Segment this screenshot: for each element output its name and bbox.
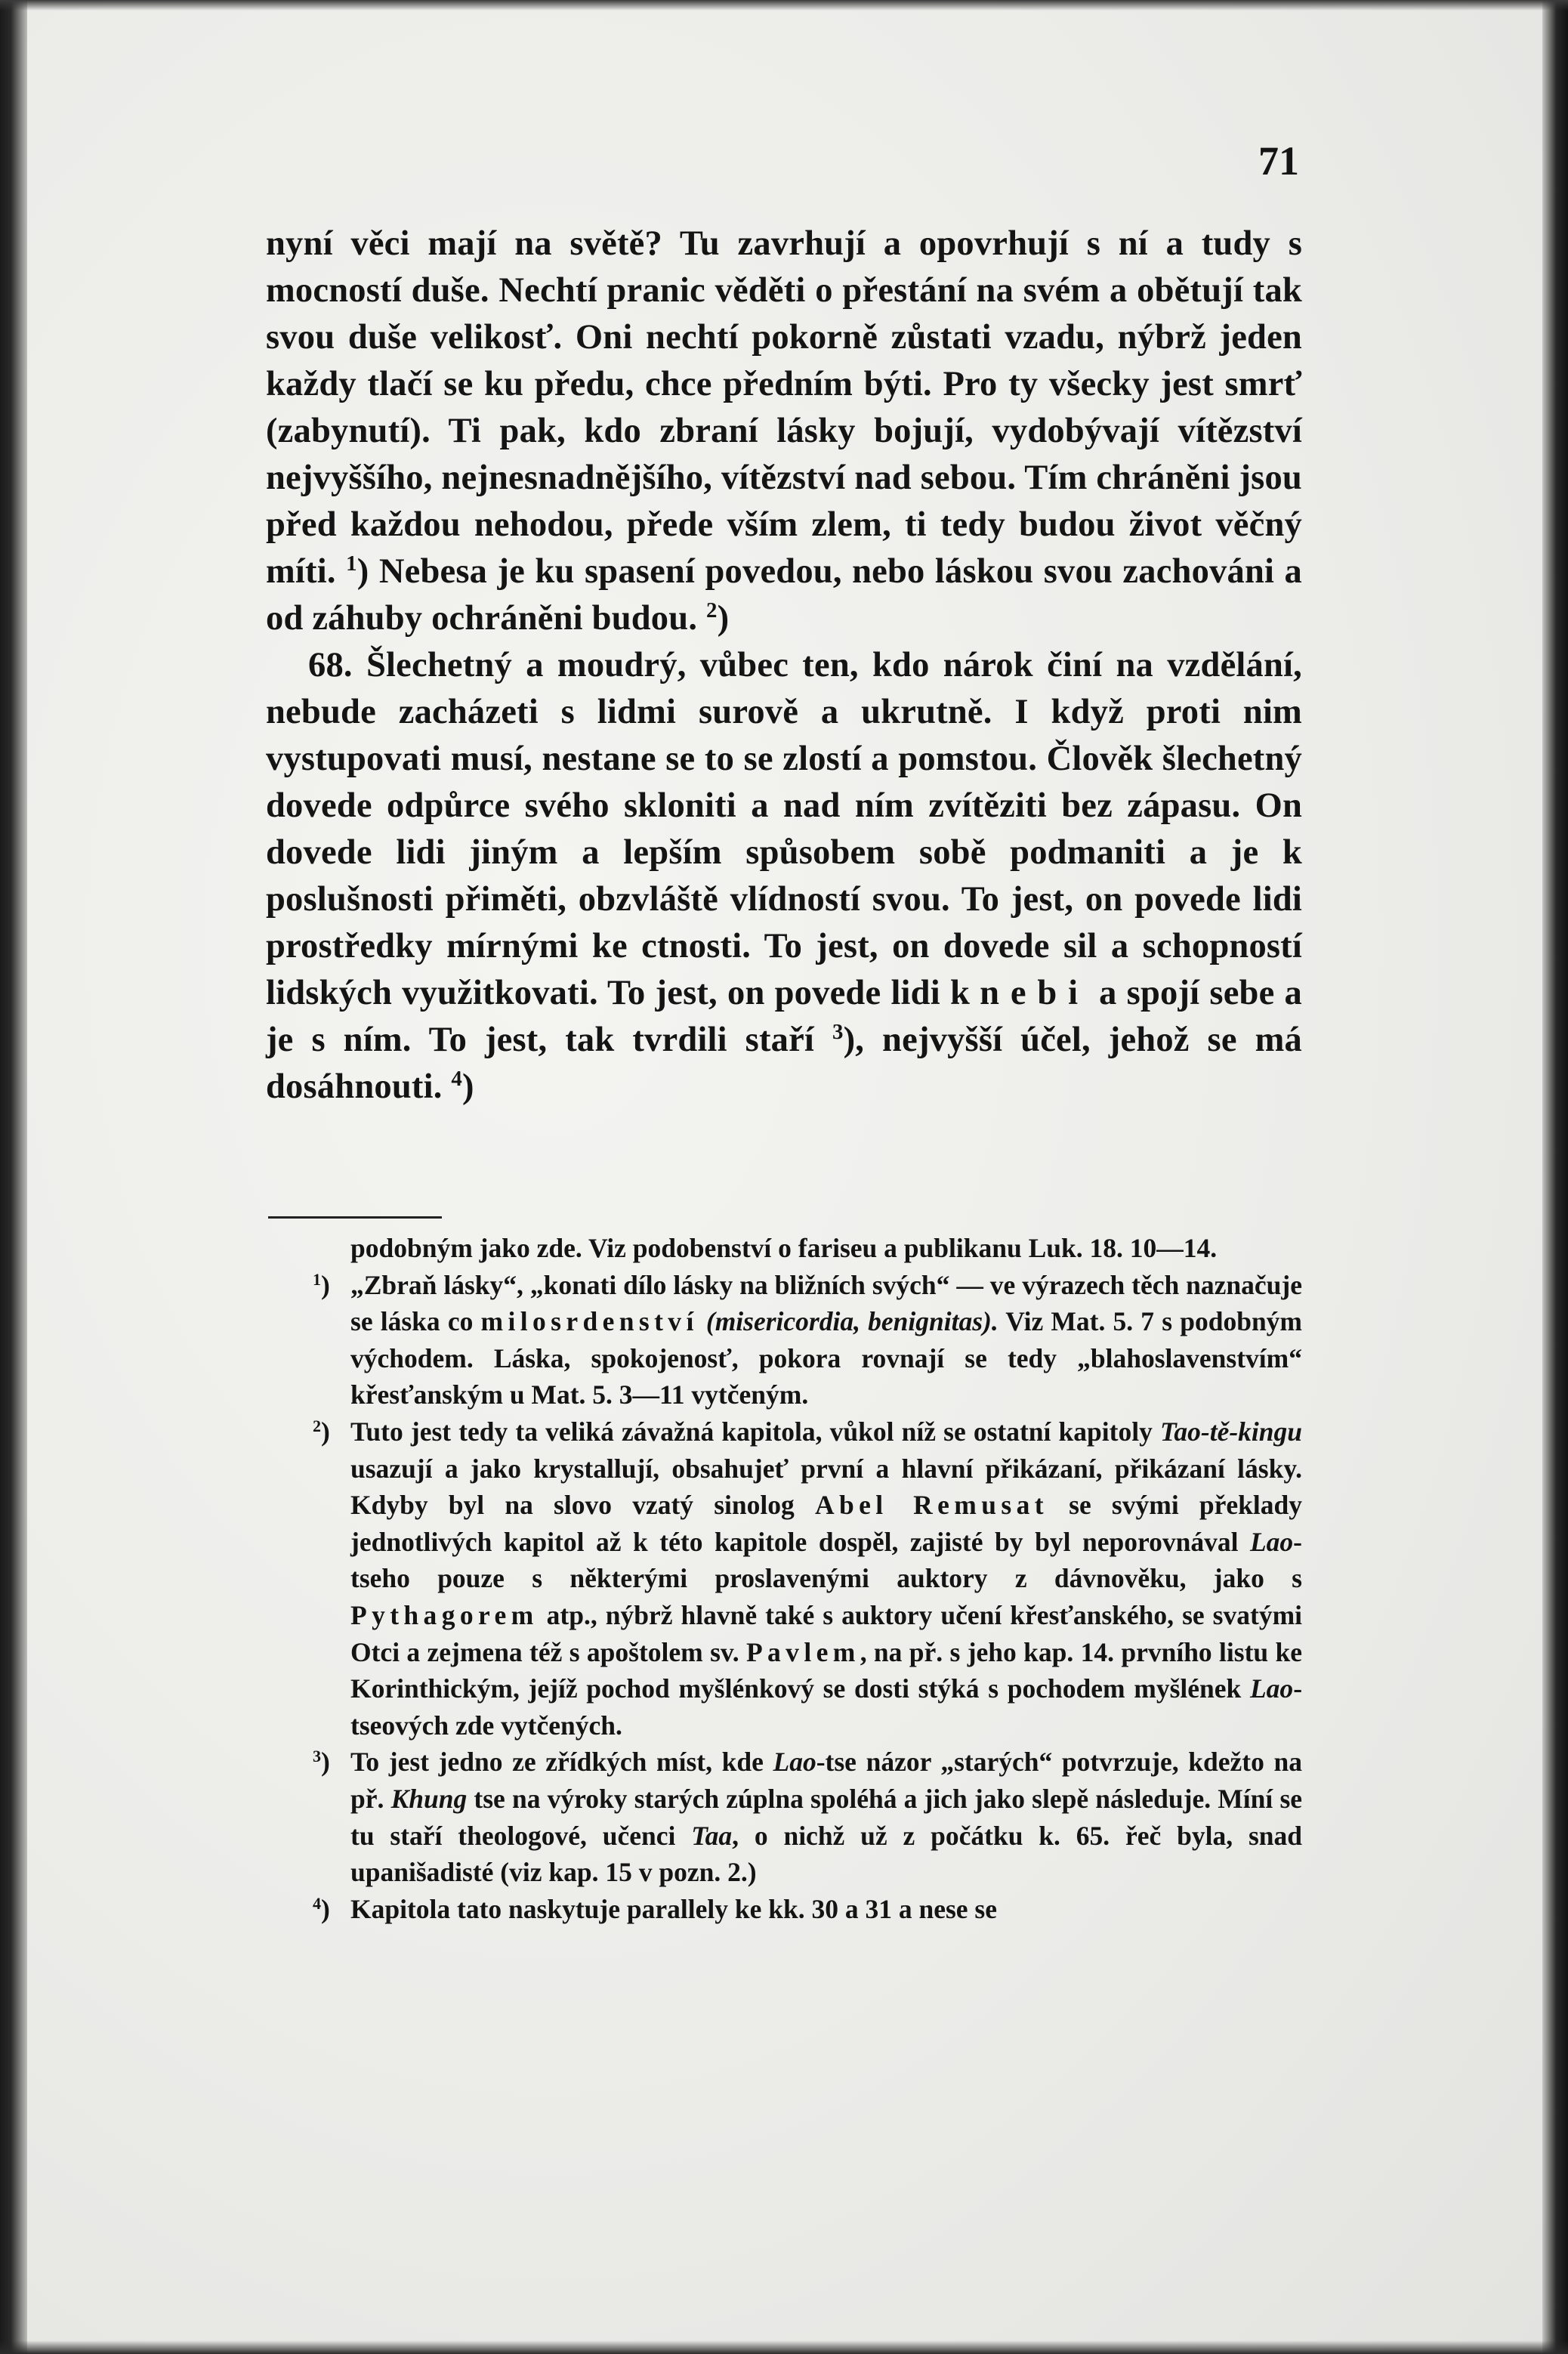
footnote-3: $^3$) To jest jedno ze zřídkých míst, kde Lao-tse názor „starých“ potvrzuje, kdežto na př. Khung tse na výroky starých zúplna spoléhá a jich jako slepě následuje. Míní se tu staří theologové, učenci Taa, o nichž už z počátku k. 65. řeč byla, snad upanišadisté (viz kap. 15 v pozn. 2.) [266, 1744, 1302, 1890]
footnote-mark: $^4$) [313, 1893, 330, 1924]
footnotes [266, 1230, 1302, 1927]
spaced-emphasis: nebi [980, 974, 1089, 1012]
footnote-1: $^1$) „Zbraň lásky“, „konati dílo lásky na bližních svých“ — ve výrazech těch naznačuje se láska co milosrdenství (misericordia, benignitas). Viz Mat. 5. 7 s podobným východem. Láska, spokojenosť, pokora rovnají se tedy „blahoslavenstvím“ křesťanským u Mat. 5. 3—11 vytčeným. [266, 1267, 1302, 1413]
footnote-ref-4: 4 [451, 1067, 462, 1092]
paragraph-continuation: nyní věci mají na světě? Tu zavrhují a opovrhují s ní a tudy s mocností duše. Nechtí pranic věděti o přestání na svém a obětují tak svou duše velikosť. Oni nechtí pokorně zůstati vzadu, nýbrž jeden každy tlačí se ku předu, chce předním býti. Pro ty všecky jest smrť (zabynutí). Ti pak, kdo zbraní lásky bojují, vydobývají vítězství nejvyššího, nejnesnadnějšího, vítězství nad sebou. Tím chráněni jsou před každou nehodou, přede vším zlem, ti tedy budou život věčný míti. $^1$) Nebesa je ku spasení povedou, nebo láskou svou zachováni a od záhuby ochráněni budou. $^2$) [266, 224, 1302, 638]
body-text [266, 221, 1302, 1111]
footnote-mark: $^1$) [313, 1269, 330, 1300]
scan-shadow-left [0, 0, 27, 2354]
footnote-4: $^4$) Kapitola tato naskytuje parallely ke kk. 30 a 31 a nese se [266, 1891, 1302, 1928]
footnote-separator [268, 1216, 442, 1219]
footnote-ref-3: 3 [832, 1020, 844, 1045]
footnote-continuation: podobným jako zde. Viz podobenství o fariseu a publikanu Luk. 18. 10—14. [350, 1233, 1218, 1263]
footnote-ref-1: 1 [346, 551, 357, 576]
footnote-ref-2: 2 [705, 598, 718, 623]
paragraph-68: 68. Šlechetný a moudrý, vůbec ten, kdo nárok činí na vzdělání, nebude zacházeti s lidmi surově a ukrutně. I když proti nim vystupovati musí, nestane se to se zlostí a pomstou. Člověk šlechetný dovede odpůrce svého skloniti a nad ním zvítěziti bez zápasu. On dovede lidi jiným a lepším spůsobem sobě podmaniti a je k poslušnosti přiměti, obzvláště vlídností svou. To jest, on povede lidi prostředky mírnými ke ctnosti. To jest, on dovede sil a schopností lidských využitkovati. To jest, on povede lidi k nebi a spojí sebe a je s ním. To jest, tak tvrdili staří $^3$), nejvyšší účel, jehož se má dosáhnouti. $^4$) [266, 646, 1303, 1106]
scan-shadow-top [0, 0, 1568, 11]
scan-shadow-bottom [0, 2340, 1568, 2354]
footnote-mark: $^2$) [313, 1416, 330, 1447]
page-number: 71 [1258, 138, 1299, 184]
footnote-mark: $^3$) [313, 1747, 330, 1778]
scan-shadow-right [1542, 0, 1568, 2354]
footnote-2: $^2$) Tuto jest tedy ta veliká závažná kapitola, vůkol níž se ostatní kapitoly Tao-tě-kingu usazují a jako krystallují, obsahujeť první a hlavní přikázaní, přikázaní lásky. Kdyby byl na slovo vzatý sinolog Abel Remusat se svými překlady jednotlivých kapitol až k této kapitole dospěl, zajisté by byl neporovnával Lao-tseho pouze s některými proslavenými auktory z dávnověku, jako s Pythagorem atp., nýbrž hlavně také s auktory učení křesťanského, se svatými Otci a zejmena též s apoštolem sv. Pavlem, na př. s jeho kap. 14. prvního listu ke Korinthickým, jejíž pochod myšlénkový se dosti stýká s pochodem myšlének Lao-tseových zde vytčených. [266, 1413, 1302, 1744]
